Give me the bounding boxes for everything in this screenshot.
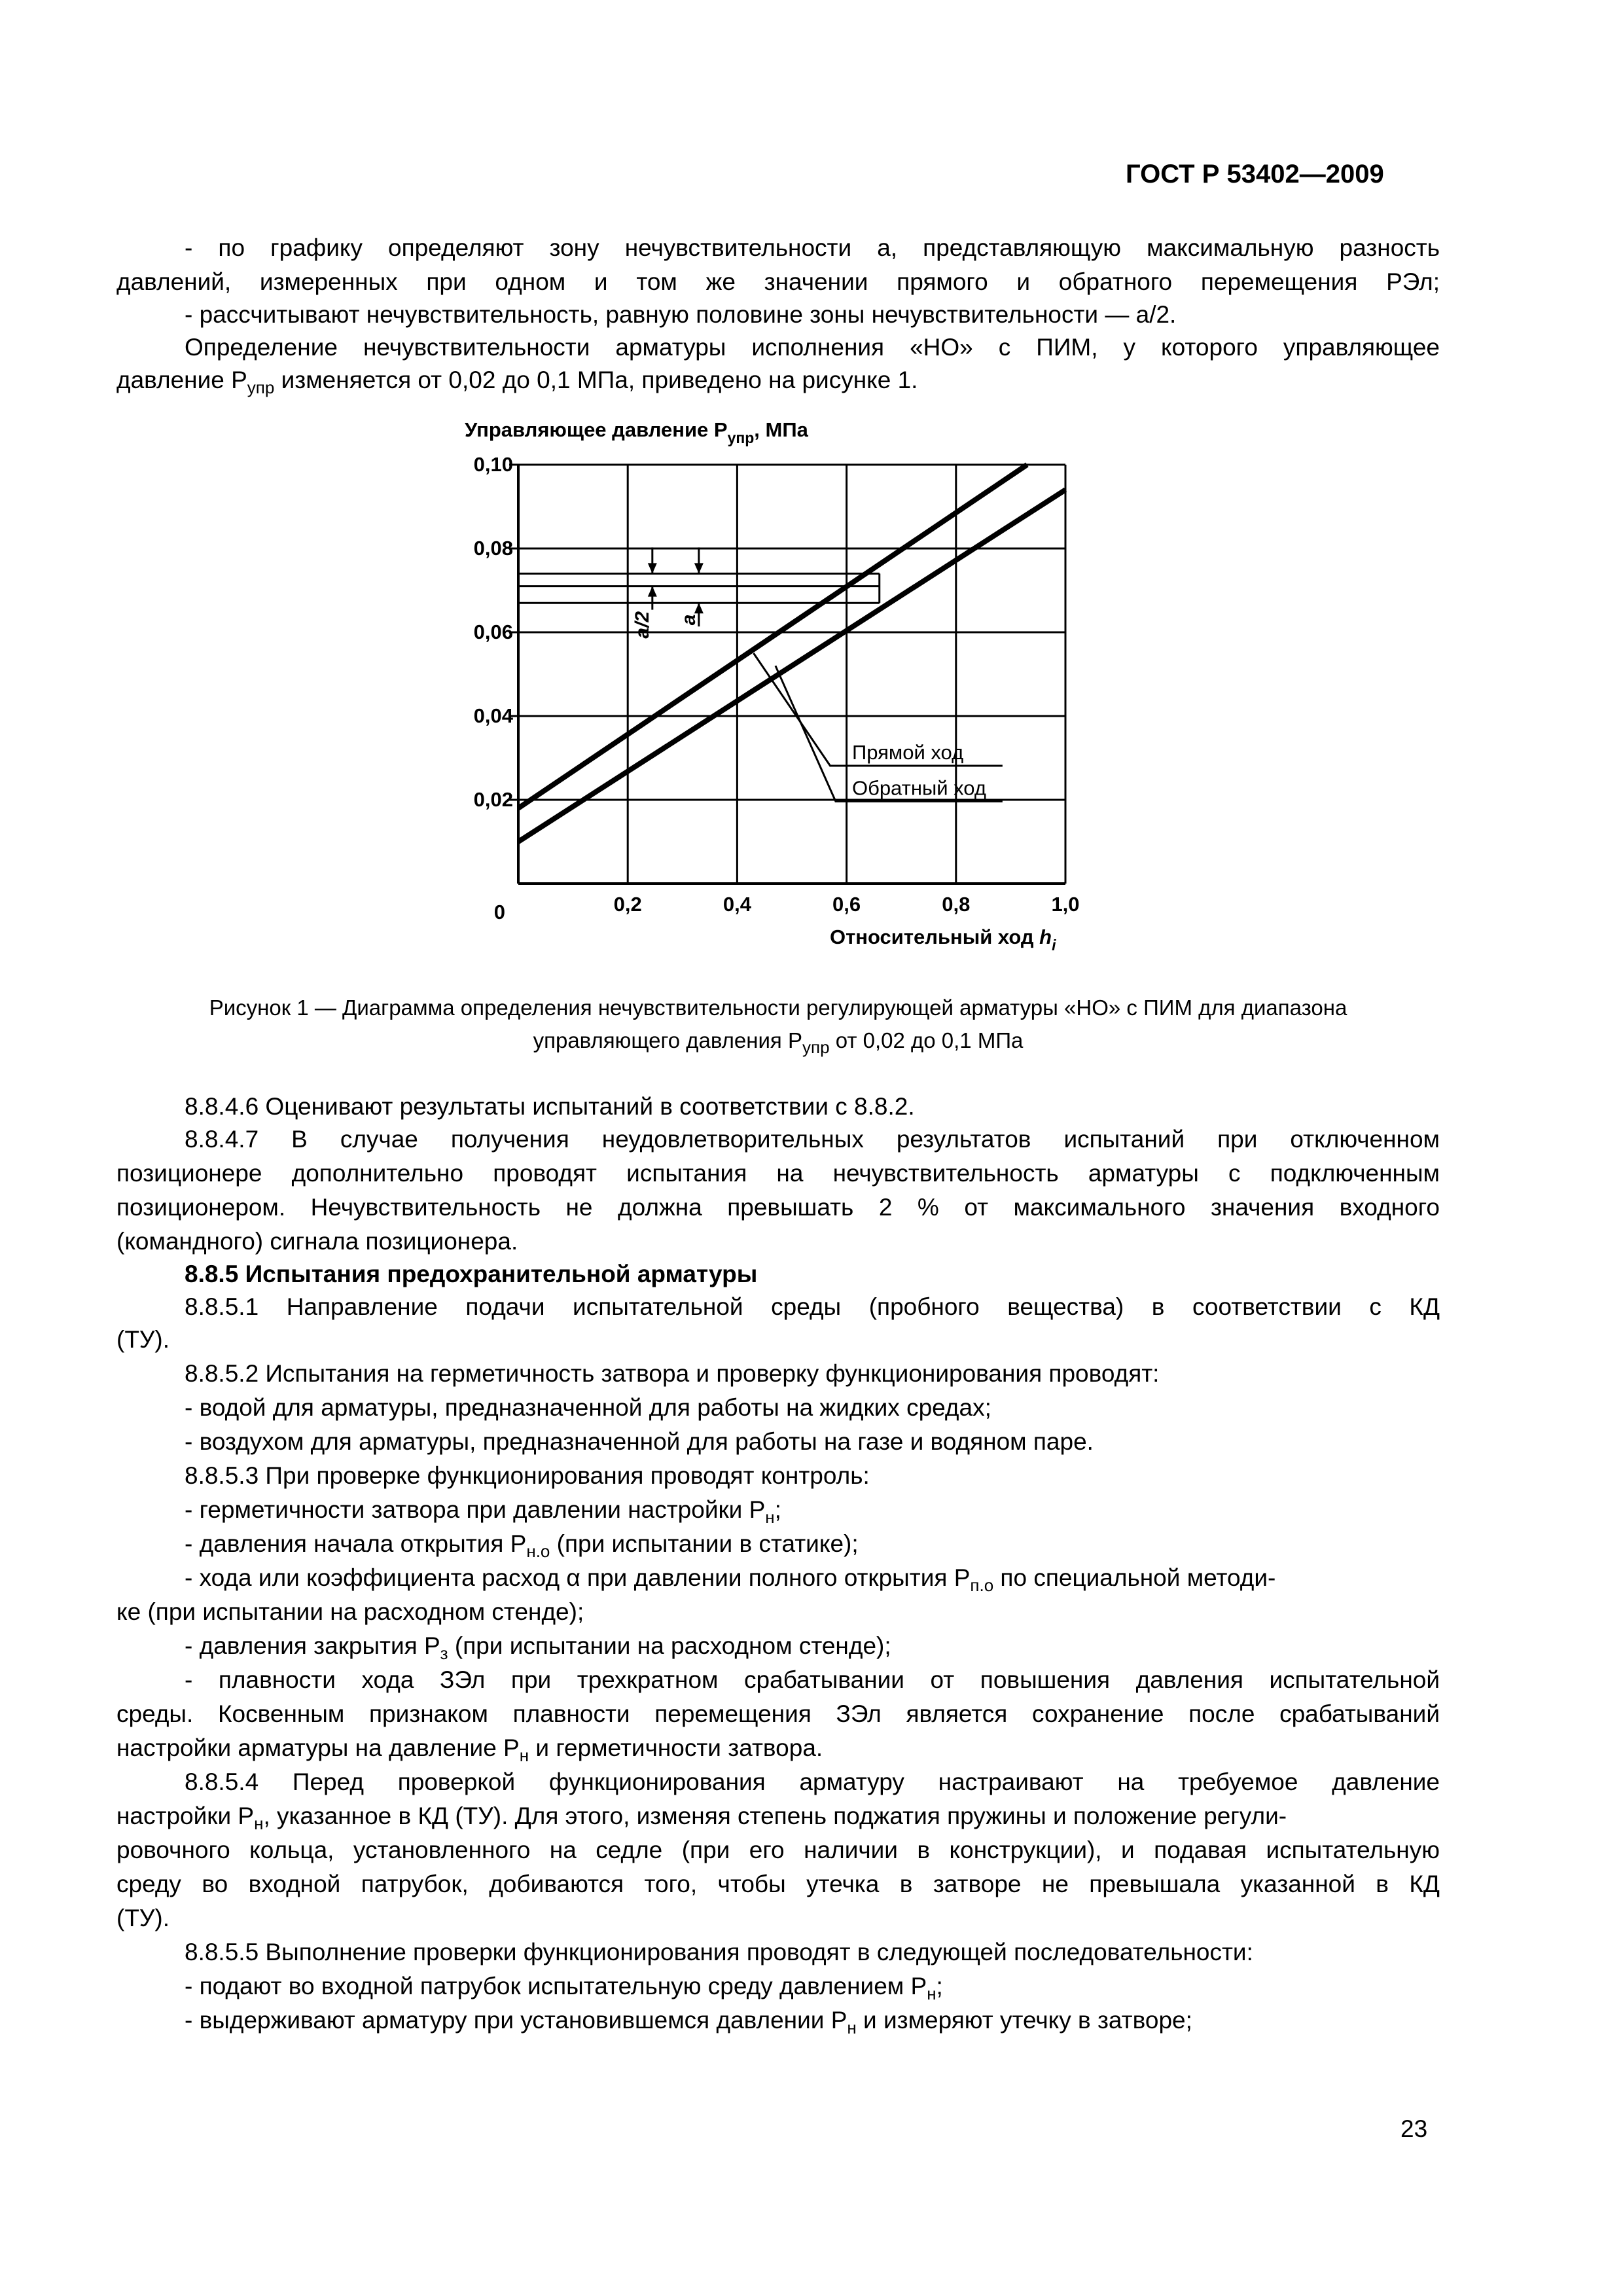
section-heading-8-8-5: 8.8.5 Испытания предохранительной арматуры	[185, 1261, 758, 1287]
figure-caption-line-1: Рисунок 1 — Диаграмма определения нечувствительности регулирующей арматуры «НО» с ПИМ для диапазона	[209, 996, 1347, 1020]
x-axis-label: Относительный ход $h_i$	[830, 925, 1056, 954]
figure-caption-line-2: управляющего давления $P_{упр}$ от 0,02 до 0,1 МПа	[533, 1028, 1024, 1057]
para-8-8-4-7-line-1: 8.8.4.7 В случае получения неудовлетворительных результатов испытаний при отключенном	[185, 1126, 1440, 1153]
para-8-8-4-7-line-4: (командного) сигнала позиционера.	[116, 1228, 518, 1255]
list-item-feed-medium: - подают во входной патрубок испытательную среду давлением $P_н$;	[185, 1973, 943, 2003]
a-label: a	[677, 614, 700, 626]
intro-line-5: давление $P_{упр}$ изменяется от 0,02 до 0,1 МПа, приведено на рисунке 1.	[116, 367, 918, 397]
list-item-smoothness-line-3: настройки арматуры на давление $P_н$ и герметичности затвора.	[116, 1734, 823, 1765]
y-tick-label-0: 0	[493, 901, 505, 924]
list-item-closing-pressure: - давления закрытия $P_з$ (при испытании на расходном стенде);	[185, 1632, 891, 1663]
chart-grid	[518, 465, 1065, 884]
x-tick-label-3: 0,8	[942, 893, 971, 916]
para-8-8-4-7-line-3: позиционером. Нечувствительность не должна превышать 2 % от максимального значения входного	[116, 1194, 1440, 1221]
para-8-8-4-6: 8.8.4.6 Оценивают результаты испытаний в соответствии с 8.8.2.	[185, 1093, 915, 1120]
x-tick-label-0: 0,2	[613, 893, 642, 916]
list-item-smoothness-line-1: - плавности хода ЗЭл при трехкратном срабатывании от повышения давления испытательной	[185, 1666, 1440, 1693]
y-tick-label-5: 0,10	[473, 453, 513, 476]
a-half-marker-arrow-up	[648, 586, 657, 597]
para-8-8-5-3: 8.8.5.3 При проверке функционирования проводят контроль:	[185, 1462, 870, 1489]
para-8-8-5-1-line-2: (ТУ).	[116, 1326, 170, 1353]
para-8-8-5-4-line-5: (ТУ).	[116, 1905, 170, 1931]
y-axis-label: Управляющее давление $P_{упр}$, МПа	[465, 418, 808, 446]
para-8-8-5-4-line-1: 8.8.5.4 Перед проверкой функционирования арматуру настраивают на требуемое давление	[185, 1768, 1440, 1795]
x-tick-label-4: 1,0	[1051, 893, 1080, 916]
y-tick-label-1: 0,02	[473, 788, 513, 811]
list-item-air: - воздухом для арматуры, предназначенной для работы на газе и водяном паре.	[185, 1428, 1094, 1455]
y-tick-label-3: 0,06	[473, 620, 513, 643]
a-marker-arrow-up	[694, 603, 704, 613]
x-tick-labels	[614, 893, 1080, 916]
para-8-8-5-2: 8.8.5.2 Испытания на герметичность затвора и проверку функционирования проводят:	[185, 1360, 1160, 1387]
page-number: 23	[1400, 2115, 1428, 2142]
list-item-opening-pressure: - давления начала открытия $P_{н.о}$ (при испытании в статике);	[185, 1530, 859, 1561]
x-tick-label-1: 0,4	[722, 893, 751, 916]
pressure-chart	[445, 412, 1139, 969]
para-8-8-5-4-line-2: настройки $P_н$, указанное в КД (ТУ). Для этого, изменяя степень поджатия пружины и положение регули-	[116, 1803, 1287, 1833]
intro-line-4: Определение нечувствительности арматуры исполнения «НО» с ПИМ, у которого управляющее	[185, 334, 1440, 361]
y-tick-label-2: 0,04	[473, 704, 513, 727]
x-tick-label-2: 0,6	[832, 893, 861, 916]
list-item-tightness: - герметичности затвора при давлении настройки $P_н$;	[185, 1496, 781, 1527]
para-8-8-5-4-line-4: среду во входной патрубок, добиваются того, чтобы утечка в затворе не превышала указанной в КД	[116, 1871, 1440, 1897]
list-item-stroke-line-1: - хода или коэффициента расход α при давлении полного открытия $P_{п.о}$ по специальной методи-	[185, 1564, 1276, 1595]
y-tick-labels	[474, 453, 514, 924]
para-8-8-5-4-line-3: ровочного кольца, установленного на седле (при его наличии в конструкции), и подавая испытательную	[116, 1837, 1440, 1863]
list-item-water: - водой для арматуры, предназначенной для работы на жидких средах;	[185, 1394, 991, 1421]
a-marker-arrow-down	[694, 563, 704, 573]
para-8-8-5-1-line-1: 8.8.5.1 Направление подачи испытательной среды (пробного вещества) в соответствии с КД	[185, 1293, 1440, 1320]
intro-line-1: - по графику определяют зону нечувствительности a, представляющую максимальную разность	[185, 234, 1440, 261]
list-item-smoothness-line-2: среды. Косвенным признаком плавности перемещения ЗЭл является сохранение после срабатываний	[116, 1700, 1440, 1727]
document-id: ГОСТ Р 53402—2009	[1126, 160, 1384, 188]
y-tick-label-4: 0,08	[473, 537, 513, 560]
intro-line-2: давлений, измеренных при одном и том же значении прямого и обратного перемещения РЭл;	[116, 268, 1440, 295]
a-half-label: a/2	[631, 611, 653, 639]
list-item-hold-measure: - выдерживают арматуру при установившемся давлении $P_н$ и измеряют утечку в затворе;	[185, 2007, 1192, 2037]
legend-reverse-stroke: Обратный ход	[851, 776, 986, 800]
a-half-marker-arrow-down	[648, 563, 657, 573]
legend-forward-stroke: Прямой ход	[851, 741, 964, 764]
list-item-stroke-line-2: ке (при испытании на расходном стенде);	[116, 1598, 584, 1625]
para-8-8-5-5: 8.8.5.5 Выполнение проверки функционирования проводят в следующей последовательности:	[185, 1939, 1253, 1965]
chart-axes	[509, 465, 1065, 884]
intro-line-3: - рассчитывают нечувствительность, равную половине зоны нечувствительности — a/2.	[185, 301, 1177, 328]
para-8-8-4-7-line-2: позиционере дополнительно проводят испытания на нечувствительность арматуры с подключенным	[116, 1160, 1440, 1187]
